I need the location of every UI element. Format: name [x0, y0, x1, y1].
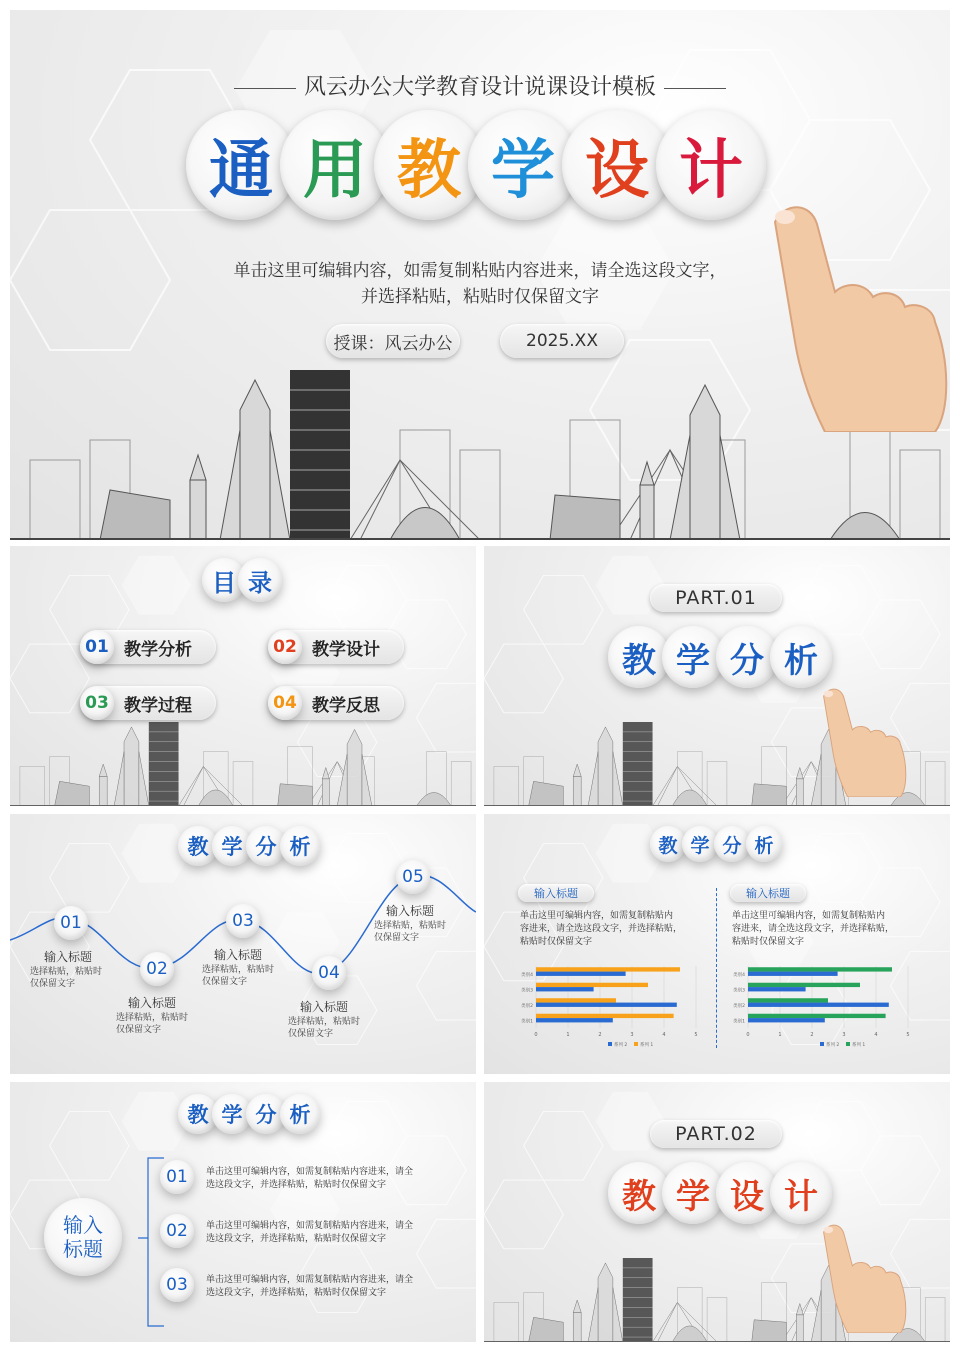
- chart2-text-3: 粘贴时仅保留文字: [732, 937, 805, 947]
- x-tick-label: 1: [778, 1032, 782, 1038]
- bar: [748, 983, 860, 987]
- bar: [536, 1003, 677, 1007]
- list-title-char-2: 学: [212, 1094, 252, 1134]
- subtitle-rule-right: [664, 88, 726, 89]
- bar: [536, 987, 594, 991]
- category-label: 类别4: [521, 972, 533, 978]
- title-char-4: 学: [468, 110, 578, 220]
- list-title-char-3: 分: [246, 1094, 286, 1134]
- wave-node-1-line2: 仅保留文字: [30, 979, 76, 989]
- list-item-3-line1: 单击这里可编辑内容，如需复制粘贴内容进来，请全: [206, 1275, 414, 1285]
- pointing-hand-image: [755, 182, 950, 432]
- part2-slide[interactable]: [484, 1082, 950, 1342]
- category-label: 类别2: [733, 1003, 745, 1009]
- wave-node-1-heading: 输入标题: [44, 950, 93, 964]
- wave-node-5-line1: 选择粘贴，粘贴时: [374, 921, 447, 931]
- legend-label: 系列 2: [614, 1043, 628, 1048]
- legend-label: 系列 1: [852, 1043, 866, 1048]
- toc-item-2[interactable]: [268, 630, 404, 664]
- list-title-char-4: 析: [280, 1094, 320, 1134]
- part2-title-char-3: 设: [716, 1162, 778, 1224]
- teacher-pill[interactable]: 授课：风云办公: [326, 324, 460, 358]
- wave-title-char-4: 析: [280, 826, 320, 866]
- chart1-text-2: 容进来，请全选这段文字，并选择粘贴，: [520, 924, 683, 934]
- wave-node-4[interactable]: 04: [312, 956, 346, 990]
- list-slide[interactable]: [10, 1082, 476, 1342]
- legend-label: 系列 2: [826, 1043, 840, 1048]
- bar: [748, 967, 892, 971]
- bar: [536, 983, 648, 987]
- legend-swatch: [634, 1042, 638, 1046]
- title-char-3: 教: [374, 110, 484, 220]
- toc-num-4: 04: [268, 686, 302, 720]
- wave-node-4-line2: 仅保留文字: [288, 1029, 334, 1039]
- list-num-1[interactable]: 01: [160, 1160, 194, 1194]
- x-tick-label: 1: [566, 1032, 570, 1038]
- part1-title-char-4: 析: [770, 626, 832, 688]
- chart2-tag: 输入标题: [730, 884, 806, 902]
- toc-label-3: 教学过程: [124, 695, 192, 716]
- toc-title-char-1: 目: [202, 558, 246, 602]
- toc-num-2: 02: [268, 630, 302, 664]
- part2-title-char-4: 计: [770, 1162, 832, 1224]
- pointing-hand-image: [814, 674, 910, 800]
- cover-subtitle: [10, 70, 950, 101]
- list-item-2-line1: 单击这里可编辑内容，如需复制粘贴内容进来，请全: [206, 1221, 414, 1231]
- wave-node-3-heading: 输入标题: [214, 948, 263, 962]
- part1-title-char-3: 分: [716, 626, 778, 688]
- charts-title-char-3: 分: [714, 826, 750, 862]
- bar: [748, 1003, 889, 1007]
- bar-chart-1: [508, 962, 708, 1054]
- toc-item-4[interactable]: [268, 686, 404, 720]
- charts-title-char-4: 析: [746, 826, 782, 862]
- bar: [748, 1014, 886, 1018]
- wave-node-2-line1: 选择粘贴，粘贴时: [116, 1013, 189, 1023]
- chart2-text-1: 单击这里可编辑内容，如需复制粘贴内: [732, 911, 886, 921]
- toc-num-3: 03: [80, 686, 114, 720]
- x-tick-label: 5: [906, 1032, 910, 1038]
- toc-label-4: 教学反思: [312, 695, 380, 716]
- bar: [536, 1014, 674, 1018]
- bar: [748, 987, 806, 991]
- bar: [748, 998, 828, 1002]
- list-num-2[interactable]: 02: [160, 1214, 194, 1248]
- category-label: 类别1: [733, 1019, 745, 1025]
- charts-title-char-2: 学: [682, 826, 718, 862]
- chart2-text-2: 容进来，请全选这段文字，并选择粘贴，: [732, 924, 895, 934]
- list-item-2-line2: 选这段文字，并选择粘贴，粘贴时仅保留文字: [206, 1234, 387, 1244]
- subtitle-rule-left: [234, 88, 296, 89]
- wave-node-2-heading: 输入标题: [128, 996, 177, 1010]
- bar-chart-2: [720, 962, 920, 1054]
- part1-title-char-2: 学: [662, 626, 724, 688]
- part2-title-char-1: 教: [608, 1162, 670, 1224]
- wave-line: [10, 814, 476, 1074]
- toc-item-1[interactable]: [80, 630, 216, 664]
- list-center-bubble[interactable]: [44, 1198, 122, 1276]
- wave-node-4-line1: 选择粘贴，粘贴时: [288, 1017, 361, 1027]
- center-line-1: 输入: [63, 1213, 103, 1237]
- wave-node-3[interactable]: 03: [226, 904, 260, 938]
- wave-title-char-3: 分: [246, 826, 286, 866]
- bar: [536, 998, 616, 1002]
- wave-node-3-line2: 仅保留文字: [202, 977, 248, 987]
- charts-slide[interactable]: [484, 814, 950, 1074]
- x-tick-label: 0: [746, 1032, 750, 1038]
- toc-slide[interactable]: [10, 546, 476, 806]
- wave-node-5-heading: 输入标题: [386, 904, 435, 918]
- bar: [536, 1018, 613, 1022]
- cover-desc-line1: 单击这里可编辑内容，如需复制粘贴内容进来，请全选这段文字，: [233, 261, 727, 281]
- x-tick-label: 2: [810, 1032, 814, 1038]
- x-tick-label: 3: [842, 1032, 846, 1038]
- toc-label-2: 教学设计: [312, 639, 380, 660]
- wave-node-3-line1: 选择粘贴，粘贴时: [202, 965, 275, 975]
- legend-swatch: [820, 1042, 824, 1046]
- pointing-hand-image: [814, 1210, 910, 1336]
- title-char-5: 设: [562, 110, 672, 220]
- list-title-char-1: 教: [178, 1094, 218, 1134]
- x-tick-label: 4: [662, 1032, 666, 1038]
- legend-swatch: [608, 1042, 612, 1046]
- center-line-2: 标题: [63, 1237, 103, 1261]
- wave-node-5-line2: 仅保留文字: [374, 933, 420, 943]
- part1-title-char-1: 教: [608, 626, 670, 688]
- category-label: 类别1: [521, 1019, 533, 1025]
- x-tick-label: 3: [630, 1032, 634, 1038]
- chart1-tag: 输入标题: [518, 884, 594, 902]
- chart1-text-3: 粘贴时仅保留文字: [520, 937, 593, 947]
- bar: [748, 972, 838, 976]
- city-skyline: [10, 722, 476, 806]
- list-item-3-line2: 选这段文字，并选择粘贴，粘贴时仅保留文字: [206, 1288, 387, 1298]
- part1-label: PART.01: [650, 584, 782, 612]
- category-label: 类别3: [521, 988, 533, 994]
- toc-label-1: 教学分析: [124, 639, 192, 660]
- legend-label: 系列 1: [640, 1043, 654, 1048]
- part1-slide[interactable]: [484, 546, 950, 806]
- category-label: 类别3: [733, 988, 745, 994]
- wave-node-1[interactable]: 01: [54, 906, 88, 940]
- category-label: 类别4: [733, 972, 745, 978]
- x-tick-label: 0: [534, 1032, 538, 1038]
- part2-label: PART.02: [650, 1120, 782, 1148]
- x-tick-label: 5: [694, 1032, 698, 1038]
- x-tick-label: 2: [598, 1032, 602, 1038]
- chart1-text-1: 单击这里可编辑内容，如需复制粘贴内: [520, 911, 674, 921]
- cover-desc-line2: 并选择粘贴，粘贴时仅保留文字: [361, 287, 599, 307]
- bar: [748, 1018, 825, 1022]
- bar: [536, 967, 680, 971]
- wave-node-5[interactable]: 05: [396, 860, 430, 894]
- title-char-6: 计: [656, 110, 766, 220]
- list-num-3[interactable]: 03: [160, 1268, 194, 1302]
- title-char-1: 通: [186, 110, 296, 220]
- list-item-1-line2: 选这段文字，并选择粘贴，粘贴时仅保留文字: [206, 1180, 387, 1190]
- panel-divider: [716, 888, 717, 1048]
- wave-node-2-line2: 仅保留文字: [116, 1025, 162, 1035]
- toc-item-3[interactable]: [80, 686, 216, 720]
- wave-node-2[interactable]: 02: [140, 952, 174, 986]
- wave-slide[interactable]: [10, 814, 476, 1074]
- subtitle-text: 风云办公大学教育设计说课设计模板: [303, 75, 656, 100]
- wave-node-1-line1: 选择粘贴，粘贴时: [30, 967, 103, 977]
- category-label: 类别2: [521, 1003, 533, 1009]
- date-pill[interactable]: 2025.XX: [500, 324, 624, 358]
- toc-num-1: 01: [80, 630, 114, 664]
- wave-title-char-2: 学: [212, 826, 252, 866]
- wave-title-char-1: 教: [178, 826, 218, 866]
- charts-title-char-1: 教: [650, 826, 686, 862]
- legend-swatch: [846, 1042, 850, 1046]
- cover-slide[interactable]: [10, 10, 950, 540]
- wave-node-4-heading: 输入标题: [300, 1000, 349, 1014]
- toc-title-char-2: 录: [238, 558, 282, 602]
- bar: [536, 972, 626, 976]
- list-item-1-line1: 单击这里可编辑内容，如需复制粘贴内容进来，请全: [206, 1167, 414, 1177]
- part2-title-char-2: 学: [662, 1162, 724, 1224]
- title-char-2: 用: [280, 110, 390, 220]
- x-tick-label: 4: [874, 1032, 878, 1038]
